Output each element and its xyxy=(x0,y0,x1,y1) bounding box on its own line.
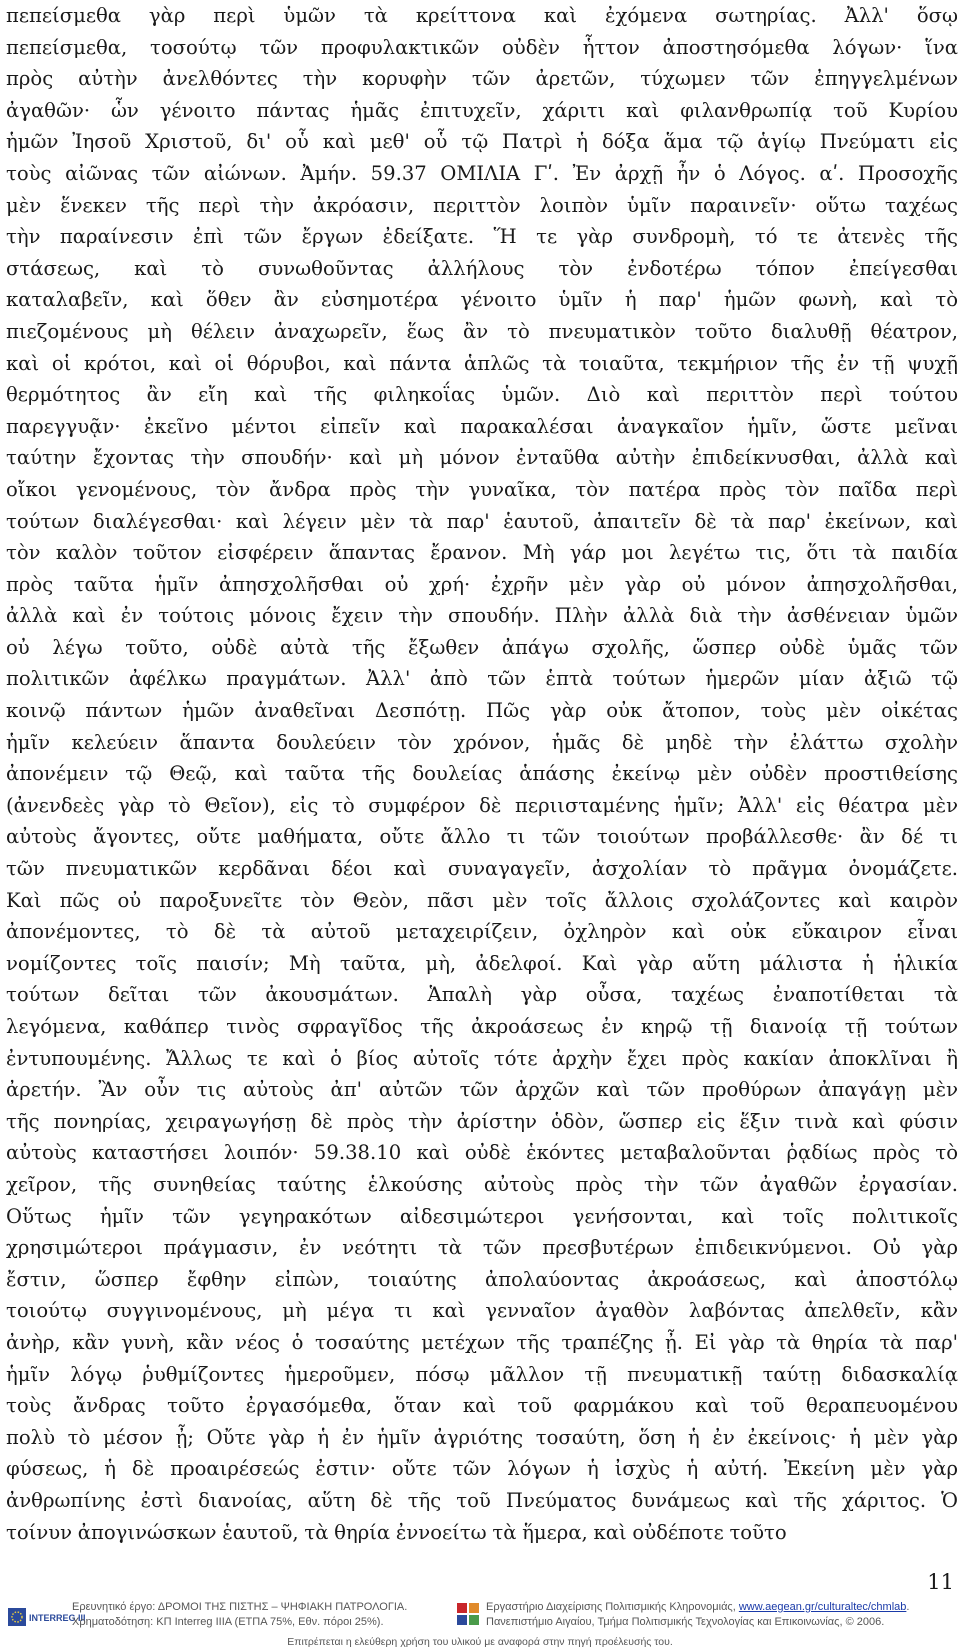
homily-text xyxy=(6,0,958,1548)
text-line: (ἀνενδεὲς γὰρ τὸ Θεῖον), εἰς τὸ συμφέρον δὲ περιισταμένης ἡμῖν; Ἀλλ' εἰς θέατρα μὲν xyxy=(6,793,958,817)
text-line: ἀρετήν. Ἂν οὖν τις αὐτοὺς ἀπ' αὐτῶν τῶν ἀρχῶν καὶ τῶν προθύρων ἀπαγάγῃ μὲν xyxy=(6,1078,958,1102)
text-line: πρὸς ταῦτα ἡμῖν ἀπησχολῆσθαι οὐ χρή· ἐχρῆν μὲν γὰρ οὐ μόνον ἀπησχολῆσθαι, xyxy=(6,572,958,596)
footer-project-line: Ερευνητικό έργο: ΔΡΟΜΟΙ ΤΗΣ ΠΙΣΤΗΣ – ΨΗΦΙΑΚΗ ΠΑΤΡΟΛΟΓΙΑ. xyxy=(72,1601,408,1613)
footer-lab-name: Εργαστήριο Διαχείρισης Πολιτισμικής Κληρονομιάς, xyxy=(486,1601,739,1613)
footer-lab-link[interactable]: www.aegean.gr/culturaltec/chmlab xyxy=(738,1601,907,1613)
text-line: ἀπονέμειν τῷ Θεῷ, καὶ ταῦτα τῆς δουλείας ἁπάσης ἐκείνῳ μὲν οὐδὲν προστιθείσης xyxy=(6,762,958,786)
text-line: μὲν ἕνεκεν τῆς περὶ τὴν ἀκρόασιν, περιττὸν λοιπὸν ὑμῖν παραινεῖν· οὕτω ταχέως xyxy=(6,193,958,217)
text-line: τῆς πονηρίας, χειραγωγήσῃ δὲ πρὸς τὴν ἀρίστην ὁδὸν, ὥσπερ εἰς ἕξιν τινὰ καὶ φύσιν xyxy=(6,1109,958,1133)
text-line: Καὶ πῶς οὐ παροξυνεῖτε τὸν Θεὸν, πᾶσι μὲν τοῖς ἄλλοις σχολάζοντες καὶ καιρὸν xyxy=(6,888,958,912)
text-line: ἐντυπουμένης. Ἄλλως τε καὶ ὁ βίος αὐτοῖς τότε ἀρχὴν ἔχει πρὸς κακίαν ἀποκλῖναι ἢ xyxy=(6,1046,958,1070)
text-line: χεῖρον, τῆς συνηθείας ταύτης ἑλκούσης αὐτοὺς πρὸς τὴν τῶν ἀγαθῶν ἐργασίαν. xyxy=(6,1172,958,1196)
text-line: ἀνθρωπίνης ἐστὶ διανοίας, αὕτη δὲ τῆς τοῦ Πνεύματος δυνάμεως καὶ τῆς χάριτος. Ὁ xyxy=(6,1488,958,1512)
text-line: Οὕτως ἡμῖν τῶν γεγηρακότων αἰδεσιμώτεροι γενήσονται, καὶ τοῖς πολιτικοῖς xyxy=(6,1204,958,1228)
text-line: ἀγαθῶν· ὧν γένοιτο πάντας ἡμᾶς ἐπιτυχεῖν, χάριτι καὶ φιλανθρωπίᾳ τοῦ Κυρίου xyxy=(6,98,958,122)
text-line: λεγόμενα, καθάπερ τινὸς σφραγῖδος τῆς ἀκροάσεως ἐν κηρῷ τῇ διανοίᾳ τῇ τούτων xyxy=(6,1015,958,1038)
text-line: οὐ λέγω τοῦτο, οὐδὲ αὐτὰ τῆς ἔξωθεν ἀπάγω σχολῆς, ὥσπερ οὐδὲ ὑμᾶς τῶν xyxy=(6,635,958,659)
text-line: στάσεως, καὶ τὸ συνωθοῦντας ἀλλήλους τὸν ἐνδοτέρω τόπον ἐπείγεσθαι xyxy=(6,256,958,280)
text-line: ἡμῖν κελεύειν ἅπαντα δουλεύειν τὸν χρόνον, ἡμᾶς δὲ μηδὲ τὴν ἐλάττω σχολὴν xyxy=(6,730,958,754)
text-line: φύσεως, ἡ δὲ προαιρέσεώς ἐστιν· οὔτε τῶν λόγων ἡ ἰσχὺς ἡ αὐτή. Ἐκείνη μὲν γὰρ xyxy=(6,1457,958,1481)
text-line: πολὺ τὸ μέσον ᾖ; Οὔτε γὰρ ἡ ἐν ἡμῖν ἀγριότης τοσαύτη, ὅση ἡ ἐν ἐκείνοις· ἡ μὲν γὰρ xyxy=(6,1425,958,1449)
footer-permission: Επιτρέπεται η ελεύθερη χρήση του υλικού με αναφορά στην πηγή προέλευσής του. xyxy=(287,1636,673,1648)
footer-row xyxy=(0,1600,960,1634)
text-line: καὶ οἱ κρότοι, καὶ οἱ θόρυβοι, καὶ πάντα ἁπλῶς τὰ τοιαῦτα, τεκμήριον τῆς ἐν τῇ ψυχῇ xyxy=(6,351,958,375)
text-line: ἔστιν, ὥσπερ ἔφθην εἰπὼν, τοιαύτης ἀπολαύοντας ἀκροάσεως, καὶ ἀποστόλῳ xyxy=(6,1267,958,1291)
text-line: πεπείσμεθα γὰρ περὶ ὑμῶν τὰ κρείττονα καὶ ἐχόμενα σωτηρίας. Ἀλλ' ὅσῳ xyxy=(6,4,958,27)
text-line: οἴκοι γενομένους, τὸν ἄνδρα πρὸς τὴν γυναῖκα, τὸν πατέρα πρὸς τὸν παῖδα περὶ xyxy=(6,477,958,501)
text-line: πολιτικῶν ἀφέλκω πραγμάτων. Ἀλλ' ἀπὸ τῶν ἑπτὰ τούτων ἡμερῶν μίαν ἀξιῶ τῷ xyxy=(6,667,958,691)
footer-left-text xyxy=(72,1600,432,1630)
interreg-logo-icon xyxy=(8,1606,86,1628)
text-line: ἡμῖν λόγῳ ῥυθμίζοντες ἡμεροῦμεν, πόσῳ μᾶλλον τῇ πνευματικῇ ταύτῃ διδασκαλίᾳ xyxy=(6,1362,958,1386)
text-line: πιεζομένους μὴ θέλειν ἀναχωρεῖν, ἕως ἂν τὸ πνευματικὸν τοῦτο διαλυθῇ θέατρον, xyxy=(6,319,958,343)
text-line: τῶν πνευματικῶν κερδᾶναι δέοι καὶ συναγαγεῖν, ἀσχολίαν τὸ πρᾶγμα ὀνομάζετε. xyxy=(6,857,958,881)
text-line: τούτων διαλέγεσθαι· καὶ λέγειν μὲν τὰ παρ' ἑαυτοῦ, ἀπαιτεῖν δὲ τὰ παρ' ἐκείνων, καὶ xyxy=(6,509,958,533)
text-line: τὸν καλὸν τοῦτον εἰσφέρειν ἅπαντας ἔρανον. Μὴ γάρ μοι λεγέτω τις, ὅτι τὰ παιδία xyxy=(6,541,958,565)
footer-university-line: Πανεπιστήμιο Αιγαίου, Τμήμα Πολιτισμικής Τεχνολογίας και Επικοινωνίας, © 2006. xyxy=(486,1616,885,1628)
text-line: ἀνὴρ, κἂν γυνὴ, κἂν νέος ὁ τοσαύτης μετέχων τῆς τραπέζης ᾖ. Εἰ γὰρ τὰ θηρία τὰ παρ' xyxy=(6,1330,958,1354)
text-line: τοὺς ἄνδρας τοῦτο ἐργασόμεθα, ὅταν καὶ τοῦ φαρμάκου καὶ τοῦ θεραπευομένου xyxy=(6,1394,958,1418)
footer-lab-end: . xyxy=(906,1601,910,1613)
footer-lab-line xyxy=(486,1600,956,1615)
lab-logo-icon xyxy=(456,1602,480,1626)
interreg-logo-label: INTERREG III xyxy=(29,1613,86,1623)
text-line: καταλαβεῖν, καὶ ὅθεν ἂν εὐσημοτέρα γένοιτο ὑμῖν ἡ παρ' ἡμῶν φωνὴ, καὶ τὸ xyxy=(6,288,958,312)
text-line: πεπείσμεθα, τοσούτῳ τῶν προφυλακτικῶν οὐδὲν ἧττον ἀποστησόμεθα λόγων· ἵνα xyxy=(6,35,958,59)
text-line: χρησιμώτεροι πράγμασιν, ἐν νεότητι τὰ τῶν πρεσβυτέρων ἐπιδεικνύμενοι. Οὐ γὰρ xyxy=(6,1236,958,1260)
text-line: κοινῷ πάντων ἡμῶν ἀναθεῖναι Δεσπότῃ. Πῶς γὰρ οὐκ ἄτοπον, τοὺς μὲν οἰκέτας xyxy=(6,699,958,723)
text-line: τὴν παραίνεσιν ἐπὶ τῶν ἔργων ἐδείξατε. Ἥ τε γὰρ συνδρομὴ, τό τε ἀτενὲς τῆς xyxy=(6,225,958,249)
text-line: θερμότητος ἂν εἴη καὶ τῆς φιληκοΐας ὑμῶν. Διὸ καὶ περιττὸν περὶ τούτου xyxy=(6,383,958,407)
text-line: τοίνυν ἀπογινώσκων ἑαυτοῦ, τὰ θηρία ἐννοείτω τὰ ἥμερα, καὶ οὐδέποτε τοῦτο xyxy=(6,1520,787,1544)
text-line: ἀπονέμοντες, τὸ δὲ τὰ αὐτοῦ μεταχειρίζειν, ὀχληρὸν καὶ οὐκ εὔκαιρον εἶναι xyxy=(6,920,958,944)
footer xyxy=(0,1596,960,1651)
text-line: αὐτοὺς καταστήσει λοιπόν· 59.38.10 καὶ οὐδὲ ἑκόντες μεταβαλοῦνται ῥᾳδίως πρὸς τὸ xyxy=(6,1141,958,1165)
text-line: νομίζοντες τοῖς παισίν; Μὴ ταῦτα, μὴ, ἀδελφοί. Καὶ γὰρ αὕτη μάλιστα ἡ ἡλικία xyxy=(6,951,958,975)
text-line: αὐτοὺς ἄγοντες, οὔτε μαθήματα, οὔτε ἄλλο τι τῶν τοιούτων προβάλλεσθε· ἂν δέ τι xyxy=(6,825,958,849)
text-line: ἀλλὰ καὶ ἐν τούτοις μόνοις ἔχειν τὴν σπουδήν. Πλὴν ἀλλὰ διὰ τὴν ἀσθένειαν ὑμῶν xyxy=(6,604,958,628)
text-line: παρεγγυᾷν· ἐκεῖνο μέντοι εἰπεῖν καὶ παρακαλέσαι ἀναγκαῖον ἡμῖν, ὥστε μεῖναι xyxy=(6,414,958,438)
text-line: τούτων δεῖται τῶν ἀκουσμάτων. Ἁπαλὴ γὰρ οὖσα, ταχέως ἐναποτίθεται τὰ xyxy=(6,983,958,1007)
footer-right-text xyxy=(486,1600,956,1630)
footer-funding-line: Χρηματοδότηση: ΚΠ Interreg IIIA (ΕΤΠΑ 75%, Εθν. πόροι 25%). xyxy=(72,1616,384,1628)
text-line: ἡμῶν Ἰησοῦ Χριστοῦ, δι' οὗ καὶ μεθ' οὗ τῷ Πατρὶ ἡ δόξα ἅμα τῷ ἁγίῳ Πνεύματι εἰς xyxy=(6,130,958,154)
text-line: πρὸς αὐτὴν ἀνελθόντες τὴν κορυφὴν τῶν ἀρετῶν, τύχωμεν τῶν ἐπηγγελμένων xyxy=(6,67,958,91)
text-line: ταύτην ἔχοντας τὴν σπουδήν· καὶ μὴ μόνον ἐνταῦθα αὐτὴν ἐπιδείκνυσθαι, ἀλλὰ καὶ xyxy=(6,446,958,470)
text-line: τοὺς αἰῶνας τῶν αἰώνων. Ἀμήν. 59.37 ΟΜΙΛΙΑ Γʹ. Ἐν ἀρχῇ ἦν ὁ Λόγος. αʹ. Προσοχῆς xyxy=(6,161,958,185)
page-number: 11 xyxy=(927,1570,954,1594)
document-body xyxy=(6,0,958,1565)
text-line: τοιούτῳ συγγινομένους, μὴ μέγα τι καὶ γενναῖον ἀγαθὸν λαβόντας ἀπελθεῖν, κἂν xyxy=(6,1299,958,1323)
